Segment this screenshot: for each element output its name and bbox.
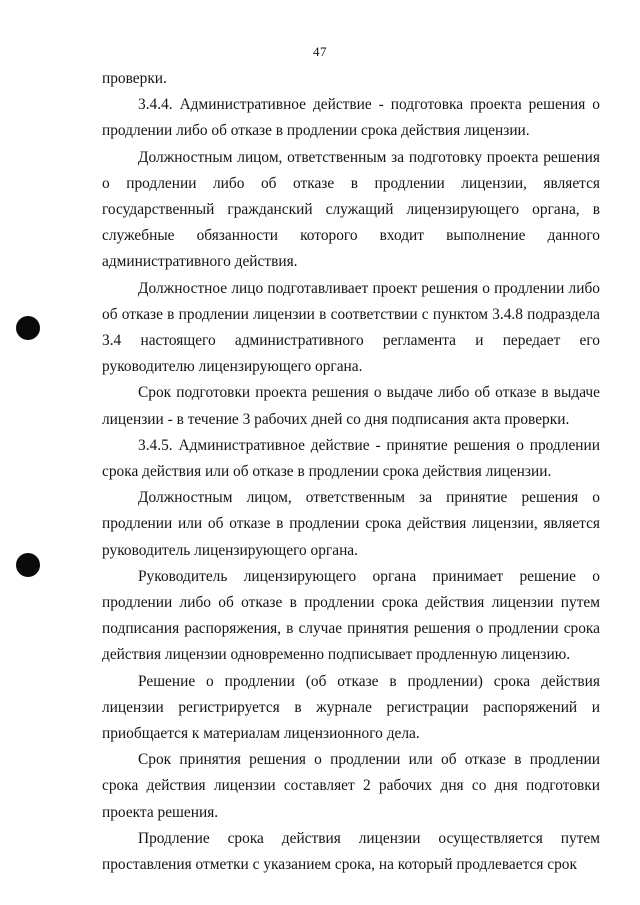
paragraph-section-3-4-4: 3.4.4. Административное действие - подготовка проекта решения о продлении либо об отказе в продлении срока действия лицензии. bbox=[102, 96, 600, 140]
paragraph-decision-making: Руководитель лицензирующего органа принимает решение о продлении либо об отказе в продлении срока действия лицензии путем подписания распоряжения, в случае принятия решения о продлении срока действия лицензии одновременно подписывает продленную лицензию. bbox=[102, 567, 600, 664]
paragraph-decision-registration: Решение о продлении (об отказе в продлении) срока действия лицензии регистрируется в журнале регистрации распоряжений и приобщается к материалам лицензионного дела. bbox=[102, 672, 600, 743]
paragraph-draft-preparation: Должностное лицо подготавливает проект решения о продлении либо об отказе в продлении лицензии в соответствии с пунктом 3.4.8 подраздела 3.4 настоящего административного регламента и передает его руководителю лицензирующего органа. bbox=[102, 279, 600, 376]
binder-hole-top bbox=[16, 316, 40, 340]
paragraph-decision-deadline: Срок принятия решения о продлении или об отказе в продлении срока действия лицензии составляет 2 рабочих дня со дня подготовки проекта решения. bbox=[102, 751, 600, 821]
paragraph-decision-official: Должностным лицом, ответственным за принятие решения о продлении или об отказе в продлении срока действия лицензии, является руководитель лицензирующего органа. bbox=[102, 489, 600, 559]
binder-hole-bottom bbox=[16, 553, 40, 577]
paragraph-responsible-official: Должностным лицом, ответственным за подготовку проекта решения о продлении либо об отказе в продлении лицензии, является государственный гражданский служащий лицензирующего органа, в служебные обязанности которого входит выполнение данного административного действия. bbox=[102, 148, 600, 271]
document-body bbox=[102, 66, 600, 878]
paragraph-continuation: проверки. bbox=[102, 70, 167, 87]
paragraph-draft-deadline: Срок подготовки проекта решения о выдаче либо об отказе в выдаче лицензии - в течение 3 рабочих дней со дня подписания акта проверки. bbox=[102, 384, 600, 428]
paragraph-section-3-4-5: 3.4.5. Административное действие - принятие решения о продлении срока действия или об отказе в продлении срока действия лицензии. bbox=[102, 436, 600, 481]
paragraph-extension-procedure: Продление срока действия лицензии осуществляется путем проставления отметки с указанием срока, на который продлевается срок bbox=[102, 829, 600, 874]
page-number: 47 bbox=[313, 44, 327, 59]
